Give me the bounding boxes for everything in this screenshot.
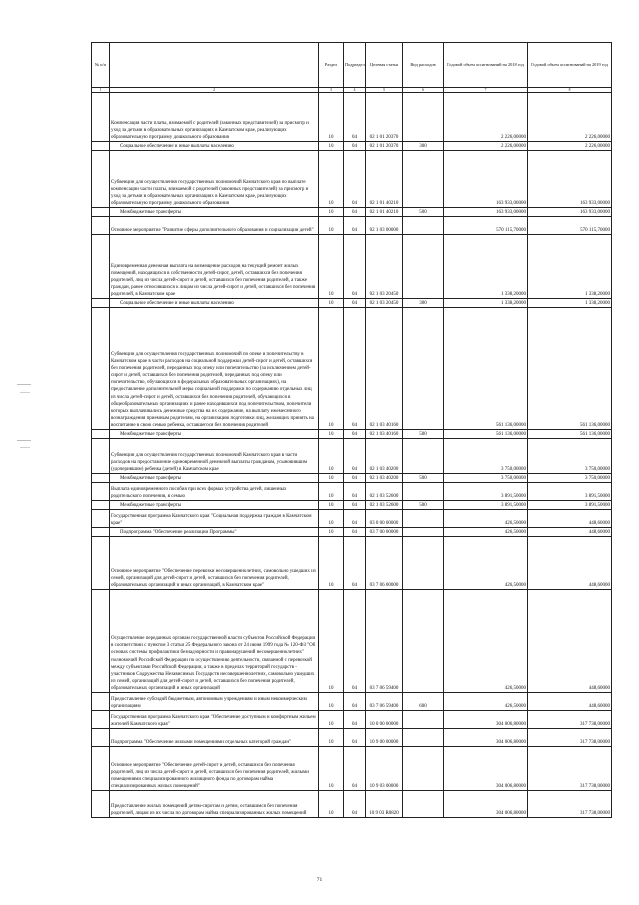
row-expense-type [403, 528, 444, 537]
table-row [92, 93, 612, 142]
row-amount-2018: 426,50000 [444, 537, 528, 590]
row-number [92, 483, 110, 501]
row-number [92, 430, 110, 439]
row-target-code: 02 1 03 40160 [366, 308, 403, 430]
row-amount-2018: 1 338,20000 [444, 235, 528, 299]
row-expense-type [403, 308, 444, 430]
row-name: Межбюджетные трансферты [110, 474, 319, 483]
header-name [110, 43, 319, 88]
table-row [92, 501, 612, 510]
row-expense-type [403, 729, 444, 747]
row-target-code: 03 0 00 00000 [366, 510, 403, 528]
row-subsection: 04 [344, 299, 366, 308]
table-row [92, 729, 612, 747]
row-subsection: 04 [344, 729, 366, 747]
row-subsection: 04 [344, 711, 366, 729]
table-row [92, 151, 612, 208]
row-name: Подпрограмма "Обеспечение жилыми помещениями отдельных категорий граждан" [110, 729, 319, 747]
row-expense-type [403, 439, 444, 474]
row-section: 10 [319, 590, 344, 693]
row-amount-2019: 3 750,00000 [528, 439, 612, 474]
row-subsection: 04 [344, 590, 366, 693]
row-expense-type [403, 235, 444, 299]
row-section: 10 [319, 483, 344, 501]
row-amount-2019: 3 891,50000 [528, 483, 612, 501]
row-target-code: 02 1 03 52600 [366, 501, 403, 510]
row-number [92, 308, 110, 430]
row-expense-type: 300 [403, 142, 444, 151]
row-subsection: 04 [344, 142, 366, 151]
table-row [92, 510, 612, 528]
row-subsection: 04 [344, 537, 366, 590]
row-name: Субвенции для осуществления государственных полномочий Камчатского края по выплате компенсации части платы, взимаемой с родителей (законных представителей) за присмотр и уход за детьми в образовательных организациях в Камчатском крае, реализующих образовательную программу дошкольного образования [110, 151, 319, 208]
table-row [92, 693, 612, 711]
row-target-code: 02 1 03 52600 [366, 483, 403, 501]
table-row [92, 791, 612, 818]
table-row [92, 747, 612, 791]
row-number [92, 747, 110, 791]
row-amount-2019: 448,60000 [528, 510, 612, 528]
row-subsection: 04 [344, 501, 366, 510]
row-amount-2018: 570 115,70000 [444, 217, 528, 235]
page-number: 71 [316, 877, 323, 883]
column-number: 8 [528, 88, 612, 93]
row-name: Компенсация части платы, взимаемой с родителей (законных представителей) за присмотр и уход за детьми в образовательных организациях в Камчатском крае, реализующих образовательную программу дошкольного образования [110, 93, 319, 142]
row-name: Социальное обеспечение и иные выплаты населению [110, 299, 319, 308]
header-row [92, 43, 612, 88]
row-amount-2018: 2 226,00000 [444, 93, 528, 142]
column-number: 4 [344, 88, 366, 93]
row-subsection: 04 [344, 528, 366, 537]
table-row [92, 590, 612, 693]
row-section: 10 [319, 528, 344, 537]
row-target-code: 10 9 00 00000 [366, 729, 403, 747]
row-target-code: 02 1 03 00000 [366, 217, 403, 235]
row-expense-type: 600 [403, 693, 444, 711]
table-row [92, 474, 612, 483]
row-amount-2019: 561 136,00000 [528, 430, 612, 439]
row-expense-type: 500 [403, 501, 444, 510]
row-expense-type: 300 [403, 299, 444, 308]
header-2018: Годовой объем ассигнований на 2018 год [444, 43, 528, 88]
header-expense-type: Вид расходов [403, 43, 444, 88]
row-number [92, 142, 110, 151]
row-name: Государственная программа Камчатского края "Обеспечение доступным и комфортным жильем жителей Камчатского края" [110, 711, 319, 729]
row-amount-2019: 317 738,00000 [528, 791, 612, 818]
row-target-code: 03 7 06 59400 [366, 693, 403, 711]
row-amount-2018: 426,50000 [444, 528, 528, 537]
header-subsection: Подраздел [344, 43, 366, 88]
row-target-code: 02 1 03 20450 [366, 235, 403, 299]
row-expense-type [403, 791, 444, 818]
table-row [92, 217, 612, 235]
table-body [92, 93, 612, 818]
row-target-code: 02 1 01 20370 [366, 93, 403, 142]
table-row [92, 483, 612, 501]
row-name: Межбюджетные трансферты [110, 501, 319, 510]
row-target-code: 02 1 03 20450 [366, 299, 403, 308]
row-name: Государственная программа Камчатского края "Социальная поддержка граждан в Камчатском крае" [110, 510, 319, 528]
margin-mark [17, 440, 31, 441]
row-target-code: 10 9 03 00000 [366, 747, 403, 791]
table-row [92, 235, 612, 299]
row-name: Субвенции для осуществления государственных полномочий по опеке и попечительству в Камчатском крае в части расходов на социальной поддержки детей-сирот и детей, оставшихся без попечения родителей, переданных под опеку или попечительство (за исключением детей-сирот и детей, оставшихся без попечения родителей, переданных под опеку или попечительство, обучающихся в федеральных образовательных организациях), на предоставление дополнительной меры социальной поддержки по содержанию отдельных лиц из числа детей-сирот и детей, оставшихся без попечения родителей, обучающихся в общеобразовательных организациях и ранее находившихся под попечительством, попечители которых выплачивались денежные средства на их содержание, на выплату ежемесячного вознаграждения приемным родителям, на организацию подготовки лиц, желающих принять на воспитание в свою семью ребенка, оставшегося без попечения родителей [110, 308, 319, 430]
row-name: Основное мероприятие "Обеспечение детей-сирот и детей, оставшихся без попечения родителей, лиц из числа детей-сирот и детей, оставшихся без попечения родителей, жилыми помещениями специализированного жилищного фонда по договорам найма специализированных жилых помещений" [110, 747, 319, 791]
row-amount-2019: 561 136,00000 [528, 308, 612, 430]
row-section: 10 [319, 510, 344, 528]
row-subsection: 04 [344, 430, 366, 439]
row-number [92, 528, 110, 537]
row-section: 10 [319, 711, 344, 729]
row-amount-2019: 1 338,20000 [528, 235, 612, 299]
row-amount-2018: 3 750,00000 [444, 439, 528, 474]
row-target-code: 10 9 03 R0820 [366, 791, 403, 818]
header-no: № п/п [92, 43, 110, 88]
row-section: 10 [319, 791, 344, 818]
row-name: Субвенции для осуществления государственных полномочий Камчатского края в части расходов на предоставление единовременной денежной выплаты гражданам, усыновившим (удочерившим) ребенка (детей) в Камчатском крае [110, 439, 319, 474]
row-target-code: 02 1 03 40200 [366, 439, 403, 474]
table-row [92, 439, 612, 474]
row-number [92, 537, 110, 590]
row-subsection: 04 [344, 308, 366, 430]
row-subsection: 04 [344, 208, 366, 217]
row-amount-2019: 163 933,00000 [528, 208, 612, 217]
row-section: 10 [319, 693, 344, 711]
row-amount-2019: 448,60000 [528, 528, 612, 537]
row-number [92, 474, 110, 483]
row-target-code: 03 7 06 59400 [366, 590, 403, 693]
row-section: 10 [319, 474, 344, 483]
table-row [92, 528, 612, 537]
table-row [92, 308, 612, 430]
row-name: Основное мероприятие "Обеспечение перевозки несовершеннолетних, самовольно ушедших из семей, организаций для детей-сирот и детей, оставшихся без попечения родителей, образовательных организаций и иных организаций, в Камчатском крае" [110, 537, 319, 590]
row-subsection: 04 [344, 93, 366, 142]
row-name: Осуществление переданных органам государственной власти субъектов Российской Федерации в соответствии с пунктом 3 статьи 25 Федерального закона от 24 июня 1999 года № 120-ФЗ "Об основах системы профилактики безнадзорности и правонарушений несовершеннолетних" полномочий Российской Федерации по осуществлению деятельности, связанной с перевозкой между субъектами Российской Федерации, а также в пределах территорий государств - участников Содружества Независимых Государств несовершеннолетних, самовольно ушедших из семей, организаций для детей-сирот и детей, оставшихся без попечения родителей, образовательных организаций и иных организаций [110, 590, 319, 693]
row-subsection: 04 [344, 217, 366, 235]
row-amount-2019: 317 738,00000 [528, 747, 612, 791]
row-name: Межбюджетные трансферты [110, 430, 319, 439]
row-expense-type [403, 711, 444, 729]
table-row [92, 142, 612, 151]
row-amount-2019: 448,60000 [528, 693, 612, 711]
row-target-code: 02 1 03 40200 [366, 474, 403, 483]
row-subsection: 04 [344, 693, 366, 711]
row-section: 10 [319, 217, 344, 235]
row-expense-type: 500 [403, 208, 444, 217]
row-subsection: 04 [344, 439, 366, 474]
row-name: Основное мероприятие "Развитие сферы дополнительного образования и социализации детей" [110, 217, 319, 235]
row-number [92, 93, 110, 142]
margin-mark [17, 384, 31, 385]
budget-sheet [91, 42, 611, 818]
row-amount-2018: 3 891,50000 [444, 501, 528, 510]
row-amount-2018: 3 750,00000 [444, 474, 528, 483]
row-target-code: 10 0 00 00000 [366, 711, 403, 729]
row-name: Предоставление жилых помещений детям-сиротам и детям, оставшимся без попечения родителей, лицам из их числа по договорам найма специализированных жилых помещений [110, 791, 319, 818]
row-target-code: 02 1 01 40210 [366, 208, 403, 217]
header-2019: Годовой объем ассигнований на 2019 год [528, 43, 612, 88]
row-expense-type [403, 510, 444, 528]
row-number [92, 791, 110, 818]
row-target-code: 02 1 01 40210 [366, 151, 403, 208]
row-subsection: 04 [344, 235, 366, 299]
header-section: Раздел [319, 43, 344, 88]
row-number [92, 510, 110, 528]
row-expense-type: 500 [403, 474, 444, 483]
row-section: 10 [319, 729, 344, 747]
row-amount-2019: 570 115,70000 [528, 217, 612, 235]
budget-table [91, 42, 612, 818]
table-row [92, 537, 612, 590]
row-number [92, 217, 110, 235]
row-name: Выплата единовременного пособия при всех формах устройства детей, лишенных родительского попечения, в семью [110, 483, 319, 501]
row-amount-2019: 317 738,00000 [528, 711, 612, 729]
row-expense-type: 500 [403, 430, 444, 439]
row-amount-2019: 163 933,00000 [528, 151, 612, 208]
row-name: Социальное обеспечение и иные выплаты населению [110, 142, 319, 151]
row-section: 10 [319, 151, 344, 208]
row-subsection: 04 [344, 474, 366, 483]
row-section: 10 [319, 308, 344, 430]
row-expense-type [403, 483, 444, 501]
row-section: 10 [319, 430, 344, 439]
row-section: 10 [319, 439, 344, 474]
column-number: 5 [366, 88, 403, 93]
row-amount-2019: 2 226,00000 [528, 142, 612, 151]
row-amount-2018: 304 006,80000 [444, 711, 528, 729]
row-amount-2018: 3 891,50000 [444, 483, 528, 501]
row-amount-2019: 1 338,20000 [528, 299, 612, 308]
row-amount-2018: 426,50000 [444, 693, 528, 711]
table-row [92, 299, 612, 308]
row-subsection: 04 [344, 747, 366, 791]
row-section: 10 [319, 142, 344, 151]
header-target: Целевая статья [366, 43, 403, 88]
row-amount-2018: 304 006,80000 [444, 729, 528, 747]
row-section: 10 [319, 93, 344, 142]
row-number [92, 151, 110, 208]
row-amount-2018: 304 006,80000 [444, 747, 528, 791]
margin-mark [20, 392, 30, 393]
row-target-code: 02 1 01 20370 [366, 142, 403, 151]
row-section: 10 [319, 501, 344, 510]
row-expense-type [403, 590, 444, 693]
row-amount-2018: 1 338,20000 [444, 299, 528, 308]
row-amount-2019: 448,60000 [528, 537, 612, 590]
table-row [92, 430, 612, 439]
row-section: 10 [319, 235, 344, 299]
row-amount-2019: 3 750,00000 [528, 474, 612, 483]
row-amount-2018: 426,50000 [444, 590, 528, 693]
row-amount-2019: 3 891,50000 [528, 501, 612, 510]
column-number: 1 [92, 88, 110, 93]
row-section: 10 [319, 537, 344, 590]
row-amount-2019: 317 738,00000 [528, 729, 612, 747]
row-amount-2019: 2 226,00000 [528, 93, 612, 142]
row-number [92, 590, 110, 693]
row-amount-2018: 561 136,00000 [444, 430, 528, 439]
row-subsection: 04 [344, 151, 366, 208]
row-name: Подпрограмма "Обеспечение реализации Программы" [110, 528, 319, 537]
row-expense-type [403, 537, 444, 590]
row-amount-2018: 163 933,00000 [444, 208, 528, 217]
row-amount-2018: 163 933,00000 [444, 151, 528, 208]
row-amount-2019: 448,60000 [528, 590, 612, 693]
row-expense-type [403, 747, 444, 791]
row-number [92, 208, 110, 217]
table-row [92, 711, 612, 729]
row-expense-type [403, 93, 444, 142]
row-section: 10 [319, 747, 344, 791]
row-subsection: 04 [344, 791, 366, 818]
column-number: 3 [319, 88, 344, 93]
row-expense-type [403, 151, 444, 208]
row-expense-type [403, 217, 444, 235]
row-number [92, 299, 110, 308]
row-section: 10 [319, 299, 344, 308]
column-number: 2 [110, 88, 319, 93]
row-number [92, 235, 110, 299]
row-target-code: 03 7 06 00000 [366, 537, 403, 590]
row-amount-2018: 304 006,80000 [444, 791, 528, 818]
row-target-code: 02 1 03 40160 [366, 430, 403, 439]
row-amount-2018: 2 226,00000 [444, 142, 528, 151]
row-number [92, 711, 110, 729]
row-name: Предоставление субсидий бюджетным, автономным учреждениям и иным некоммерческим организациям [110, 693, 319, 711]
row-section: 10 [319, 208, 344, 217]
row-amount-2018: 561 136,00000 [444, 308, 528, 430]
margin-mark [20, 447, 30, 448]
row-subsection: 04 [344, 510, 366, 528]
column-number: 7 [444, 88, 528, 93]
row-target-code: 03 7 00 00000 [366, 528, 403, 537]
row-name: Единовременная денежная выплата на возмещение расходов на текущий ремонт жилых помещений, находящихся в собственности детей-сирот, детей, оставшихся без попечения родителей, лиц из числа детей-сирот и детей, оставшихся без попечения родителей, а также граждан, ранее относившихся к лицам из числа детей-сирот и детей, оставшихся без попечения родителей, в Камчатском крае [110, 235, 319, 299]
row-number [92, 693, 110, 711]
row-number [92, 729, 110, 747]
row-amount-2018: 426,50000 [444, 510, 528, 528]
column-number: 6 [403, 88, 444, 93]
row-subsection: 04 [344, 483, 366, 501]
row-name: Межбюджетные трансферты [110, 208, 319, 217]
row-number [92, 501, 110, 510]
table-row [92, 208, 612, 217]
row-number [92, 439, 110, 474]
